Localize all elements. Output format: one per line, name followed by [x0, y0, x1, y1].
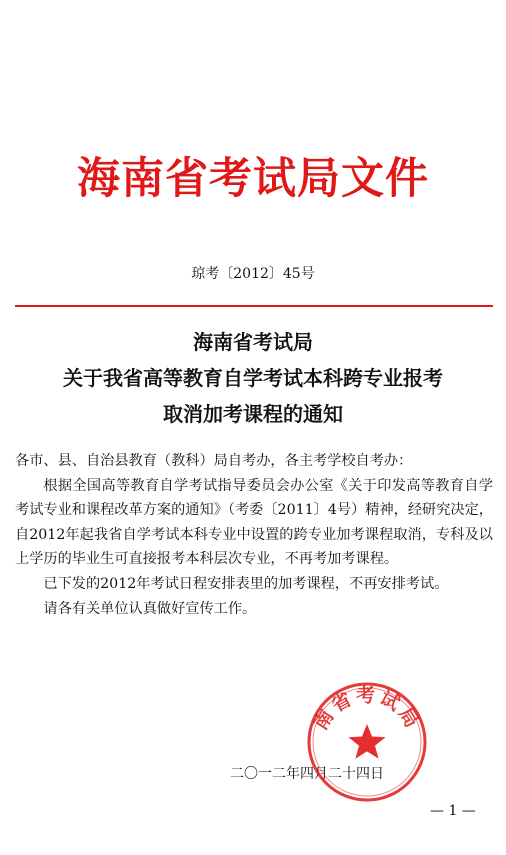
notice-body: [15, 449, 493, 621]
official-seal-stamp: [305, 680, 429, 804]
document-number: 琼考〔2012〕45号: [191, 266, 315, 282]
notice-title-line-2: 关于我省高等教育自学考试本科跨专业报考: [63, 366, 443, 390]
notice-title-line-3: 取消加考课程的通知: [163, 402, 343, 426]
body-paragraph-1: 根据全国高等教育自学考试指导委员会办公室《关于印发高等教育自学考试专业和课程改革方案的通知》（考委〔2011〕4号）精神，经研究决定，自2012年起我省自学考试本科专业中设置的跨专业加考课程取消，专科及以上学历的毕业生可直接报考本科层次专业，不再考加考课程。: [15, 477, 493, 568]
issue-date: 二〇一二年四月二十四日: [230, 766, 384, 782]
body-paragraph-2: 已下发的2012年考试日程安排表里的加考课程，不再安排考试。: [43, 575, 449, 592]
seal-text: 南省考试局: [309, 684, 425, 734]
salutation: 各市、县、自治县教育（教科）局自考办，各主考学校自考办：: [15, 453, 413, 469]
document-issuer-heading: 海南省考试局文件: [77, 154, 429, 204]
page-number: — 1 —: [430, 803, 476, 819]
seal-star-icon: [349, 724, 386, 759]
red-divider-line: [15, 305, 493, 307]
notice-title-line-1: 海南省考试局: [193, 330, 313, 354]
body-paragraph-3: 请各有关单位认真做好宣传工作。: [43, 600, 257, 617]
